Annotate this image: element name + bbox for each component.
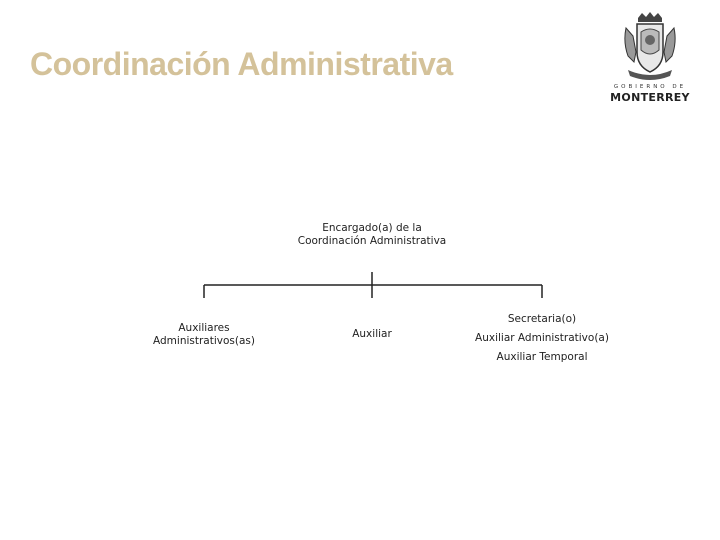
org-node-secretaria-group xyxy=(462,310,622,367)
auxiliar-label: Auxiliar xyxy=(352,328,392,340)
org-node-root xyxy=(272,222,472,248)
root-line-2: Coordinación Administrativa xyxy=(297,235,447,247)
root-line-1: Encargado(a) de la xyxy=(322,222,422,234)
auxiliar-administrativo-item: Auxiliar Administrativo(a) xyxy=(475,332,609,344)
logo-wordmark: MONTERREY xyxy=(610,91,690,104)
logo-subtitle: GOBIERNO DE xyxy=(613,84,687,90)
org-node-auxiliar xyxy=(322,328,422,341)
org-node-auxiliares xyxy=(134,322,274,348)
auxiliares-line-1: Auxiliares xyxy=(178,322,230,334)
page-title: Coordinación Administrativa xyxy=(30,46,453,82)
secretaria-item: Secretaria(o) xyxy=(507,313,577,325)
auxiliares-line-2: Administrativos(as) xyxy=(153,335,255,347)
auxiliar-temporal-item: Auxiliar Temporal xyxy=(496,351,588,363)
